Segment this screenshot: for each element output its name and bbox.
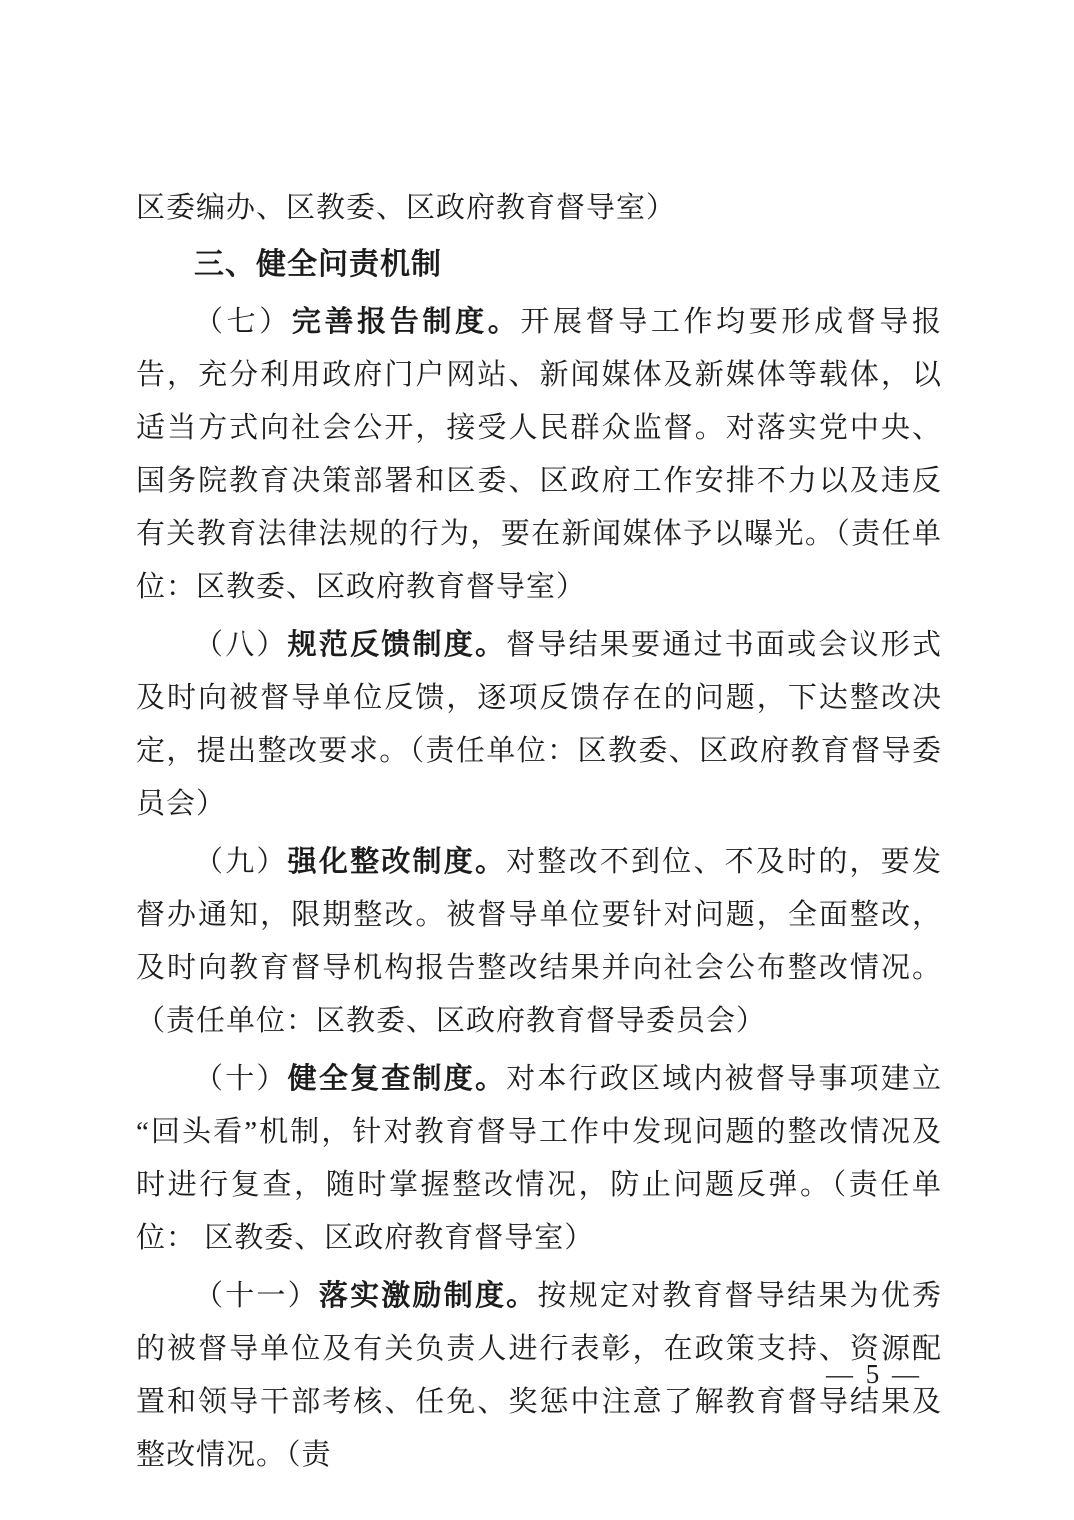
paragraph-7-label: （七） — [194, 306, 292, 338]
paragraph-8 — [136, 619, 942, 831]
paragraph-11 — [136, 1270, 942, 1482]
paragraph-10-body: 对本行政区域内被督导事项建立“回头看”机制，针对教育督导工作中发现问题的整改情况及时进行复查，随时掌握整改情况，防止问题反弹。（责任单位： 区教委、区政府教育督导室） — [136, 1063, 942, 1254]
paragraph-10-label: （十） — [194, 1063, 288, 1095]
paragraph-7-title: 完善报告制度。 — [291, 306, 521, 338]
paragraph-11-body: 按规定对教育督导结果为优秀的被督导单位及有关负责人进行表彰，在政策支持、资源配置和领导干部考核、任免、奖惩中注意了解教育督导结果及整改情况。（责 — [136, 1280, 942, 1471]
paragraph-9-title: 强化整改制度。 — [287, 846, 507, 878]
document-body — [136, 182, 942, 1482]
section-heading: 三、健全问责机制 — [194, 248, 442, 281]
paragraph-9-label: （九） — [194, 846, 288, 878]
paragraph-10-title: 健全复查制度。 — [287, 1063, 507, 1095]
paragraph-11-label: （十一） — [194, 1280, 319, 1312]
paragraph-8-title: 规范反馈制度。 — [287, 629, 507, 661]
continuation-line: 区委编办、区教委、区政府教育督导室） — [136, 192, 677, 224]
paragraph-9-body: 对整改不到位、不及时的，要发督办通知，限期整改。被督导单位要针对问题，全面整改，及时向教育督导机构报告整改结果并向社会公布整改情况。（责任单位：区教委、区政府教育督导委员会） — [136, 846, 942, 1037]
paragraph-8-body: 督导结果要通过书面或会议形式及时向被督导单位反馈，逐项反馈存在的问题，下达整改决定，提出整改要求。（责任单位：区教委、区政府教育督导委员会） — [136, 629, 942, 820]
paragraph-10 — [136, 1053, 942, 1265]
paragraph-9 — [136, 836, 942, 1048]
paragraph-7-body: 开展督导工作均要形成督导报告，充分利用政府门户网站、新闻媒体及新媒体等载体，以适当方式向社会公开，接受人民群众监督。对落实党中央、国务院教育决策部署和区委、区政府工作安排不力以及违反有关教育法律法规的行为，要在新闻媒体予以曝光。（责任单位：区教委、区政府教育督导室） — [136, 306, 942, 603]
page-number: — 5 — — [826, 1359, 922, 1389]
paragraph-7 — [136, 296, 942, 614]
paragraph-11-title: 落实激励制度。 — [318, 1280, 538, 1312]
paragraph-8-label: （八） — [194, 629, 288, 661]
